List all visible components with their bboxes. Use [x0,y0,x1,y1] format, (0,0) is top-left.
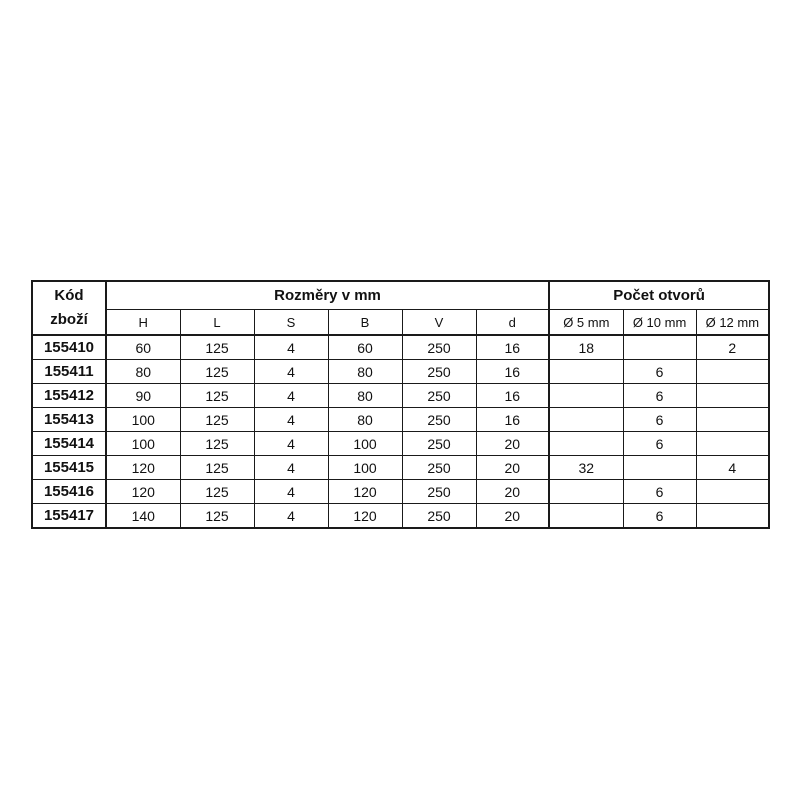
group-header-row [32,281,769,310]
dim-cell-l: 125 [180,432,254,456]
dim-cell-d: 16 [476,408,549,432]
dim-cell-l: 125 [180,456,254,480]
dim-cell-h: 100 [106,432,180,456]
hole-header-12mm: Ø 12 mm [696,310,769,336]
dim-cell-v: 250 [402,504,476,529]
dim-cell-d: 20 [476,504,549,529]
dim-cell-h: 60 [106,335,180,360]
product-code-cell: 155410 [32,335,106,360]
dim-cell-v: 250 [402,456,476,480]
dim-cell-l: 125 [180,360,254,384]
product-code-cell: 155413 [32,408,106,432]
table-row [32,432,769,456]
dim-cell-l: 125 [180,335,254,360]
dim-cell-b: 80 [328,360,402,384]
hole-count-cell-12mm [696,504,769,529]
dim-cell-b: 120 [328,504,402,529]
column-header-row [32,310,769,336]
dim-cell-h: 100 [106,408,180,432]
hole-count-cell-10mm: 6 [623,480,696,504]
table-row [32,360,769,384]
code-header-line1: Kód [54,287,84,304]
hole-count-cell-5mm [549,504,623,529]
dim-cell-b: 100 [328,432,402,456]
dim-cell-d: 20 [476,456,549,480]
dim-cell-b: 80 [328,408,402,432]
dim-header-b: B [328,310,402,336]
hole-count-cell-10mm: 6 [623,504,696,529]
dim-cell-h: 140 [106,504,180,529]
dim-cell-s: 4 [254,335,328,360]
dim-cell-l: 125 [180,480,254,504]
hole-count-cell-5mm [549,432,623,456]
dim-cell-v: 250 [402,408,476,432]
dim-header-s: S [254,310,328,336]
dim-cell-d: 20 [476,432,549,456]
holes-group-header: Počet otvorů [549,281,769,310]
dim-header-d: d [476,310,549,336]
dim-header-l: L [180,310,254,336]
hole-count-cell-5mm [549,360,623,384]
dim-cell-h: 120 [106,456,180,480]
dim-cell-s: 4 [254,384,328,408]
dim-cell-d: 20 [476,480,549,504]
dim-cell-s: 4 [254,360,328,384]
dim-cell-v: 250 [402,335,476,360]
dim-cell-b: 60 [328,335,402,360]
dim-cell-h: 90 [106,384,180,408]
dim-cell-s: 4 [254,480,328,504]
dim-cell-v: 250 [402,432,476,456]
code-column-header [32,281,106,335]
dim-header-h: H [106,310,180,336]
product-spec-table [31,280,770,529]
dim-cell-d: 16 [476,384,549,408]
dim-cell-d: 16 [476,335,549,360]
hole-header-10mm: Ø 10 mm [623,310,696,336]
hole-header-5mm: Ø 5 mm [549,310,623,336]
dimensions-group-header: Rozměry v mm [106,281,549,310]
hole-count-cell-5mm: 32 [549,456,623,480]
hole-count-cell-5mm [549,480,623,504]
dim-cell-s: 4 [254,456,328,480]
table-row [32,456,769,480]
hole-count-cell-12mm: 2 [696,335,769,360]
dim-cell-l: 125 [180,504,254,529]
hole-count-cell-12mm [696,384,769,408]
dim-header-v: V [402,310,476,336]
hole-count-cell-10mm: 6 [623,384,696,408]
hole-count-cell-12mm: 4 [696,456,769,480]
dim-cell-s: 4 [254,408,328,432]
dim-cell-l: 125 [180,384,254,408]
table-row [32,384,769,408]
dim-cell-b: 100 [328,456,402,480]
table-row [32,504,769,529]
hole-count-cell-5mm [549,408,623,432]
hole-count-cell-10mm: 6 [623,408,696,432]
dim-cell-h: 80 [106,360,180,384]
dim-cell-s: 4 [254,504,328,529]
dim-cell-d: 16 [476,360,549,384]
hole-count-cell-10mm: 6 [623,432,696,456]
dim-cell-v: 250 [402,360,476,384]
dim-cell-b: 120 [328,480,402,504]
hole-count-cell-10mm [623,456,696,480]
hole-count-cell-10mm: 6 [623,360,696,384]
dim-cell-b: 80 [328,384,402,408]
table-row [32,480,769,504]
product-code-cell: 155416 [32,480,106,504]
hole-count-cell-5mm: 18 [549,335,623,360]
dim-cell-v: 250 [402,480,476,504]
dim-cell-h: 120 [106,480,180,504]
table-body [32,335,769,528]
hole-count-cell-12mm [696,432,769,456]
hole-count-cell-10mm [623,335,696,360]
hole-count-cell-5mm [549,384,623,408]
product-code-cell: 155412 [32,384,106,408]
code-header-line2: zboží [50,311,88,328]
table-row [32,408,769,432]
product-code-cell: 155414 [32,432,106,456]
hole-count-cell-12mm [696,360,769,384]
dim-cell-l: 125 [180,408,254,432]
hole-count-cell-12mm [696,408,769,432]
dim-cell-s: 4 [254,432,328,456]
product-code-cell: 155415 [32,456,106,480]
dim-cell-v: 250 [402,384,476,408]
hole-count-cell-12mm [696,480,769,504]
table-row [32,335,769,360]
product-code-cell: 155417 [32,504,106,529]
product-code-cell: 155411 [32,360,106,384]
